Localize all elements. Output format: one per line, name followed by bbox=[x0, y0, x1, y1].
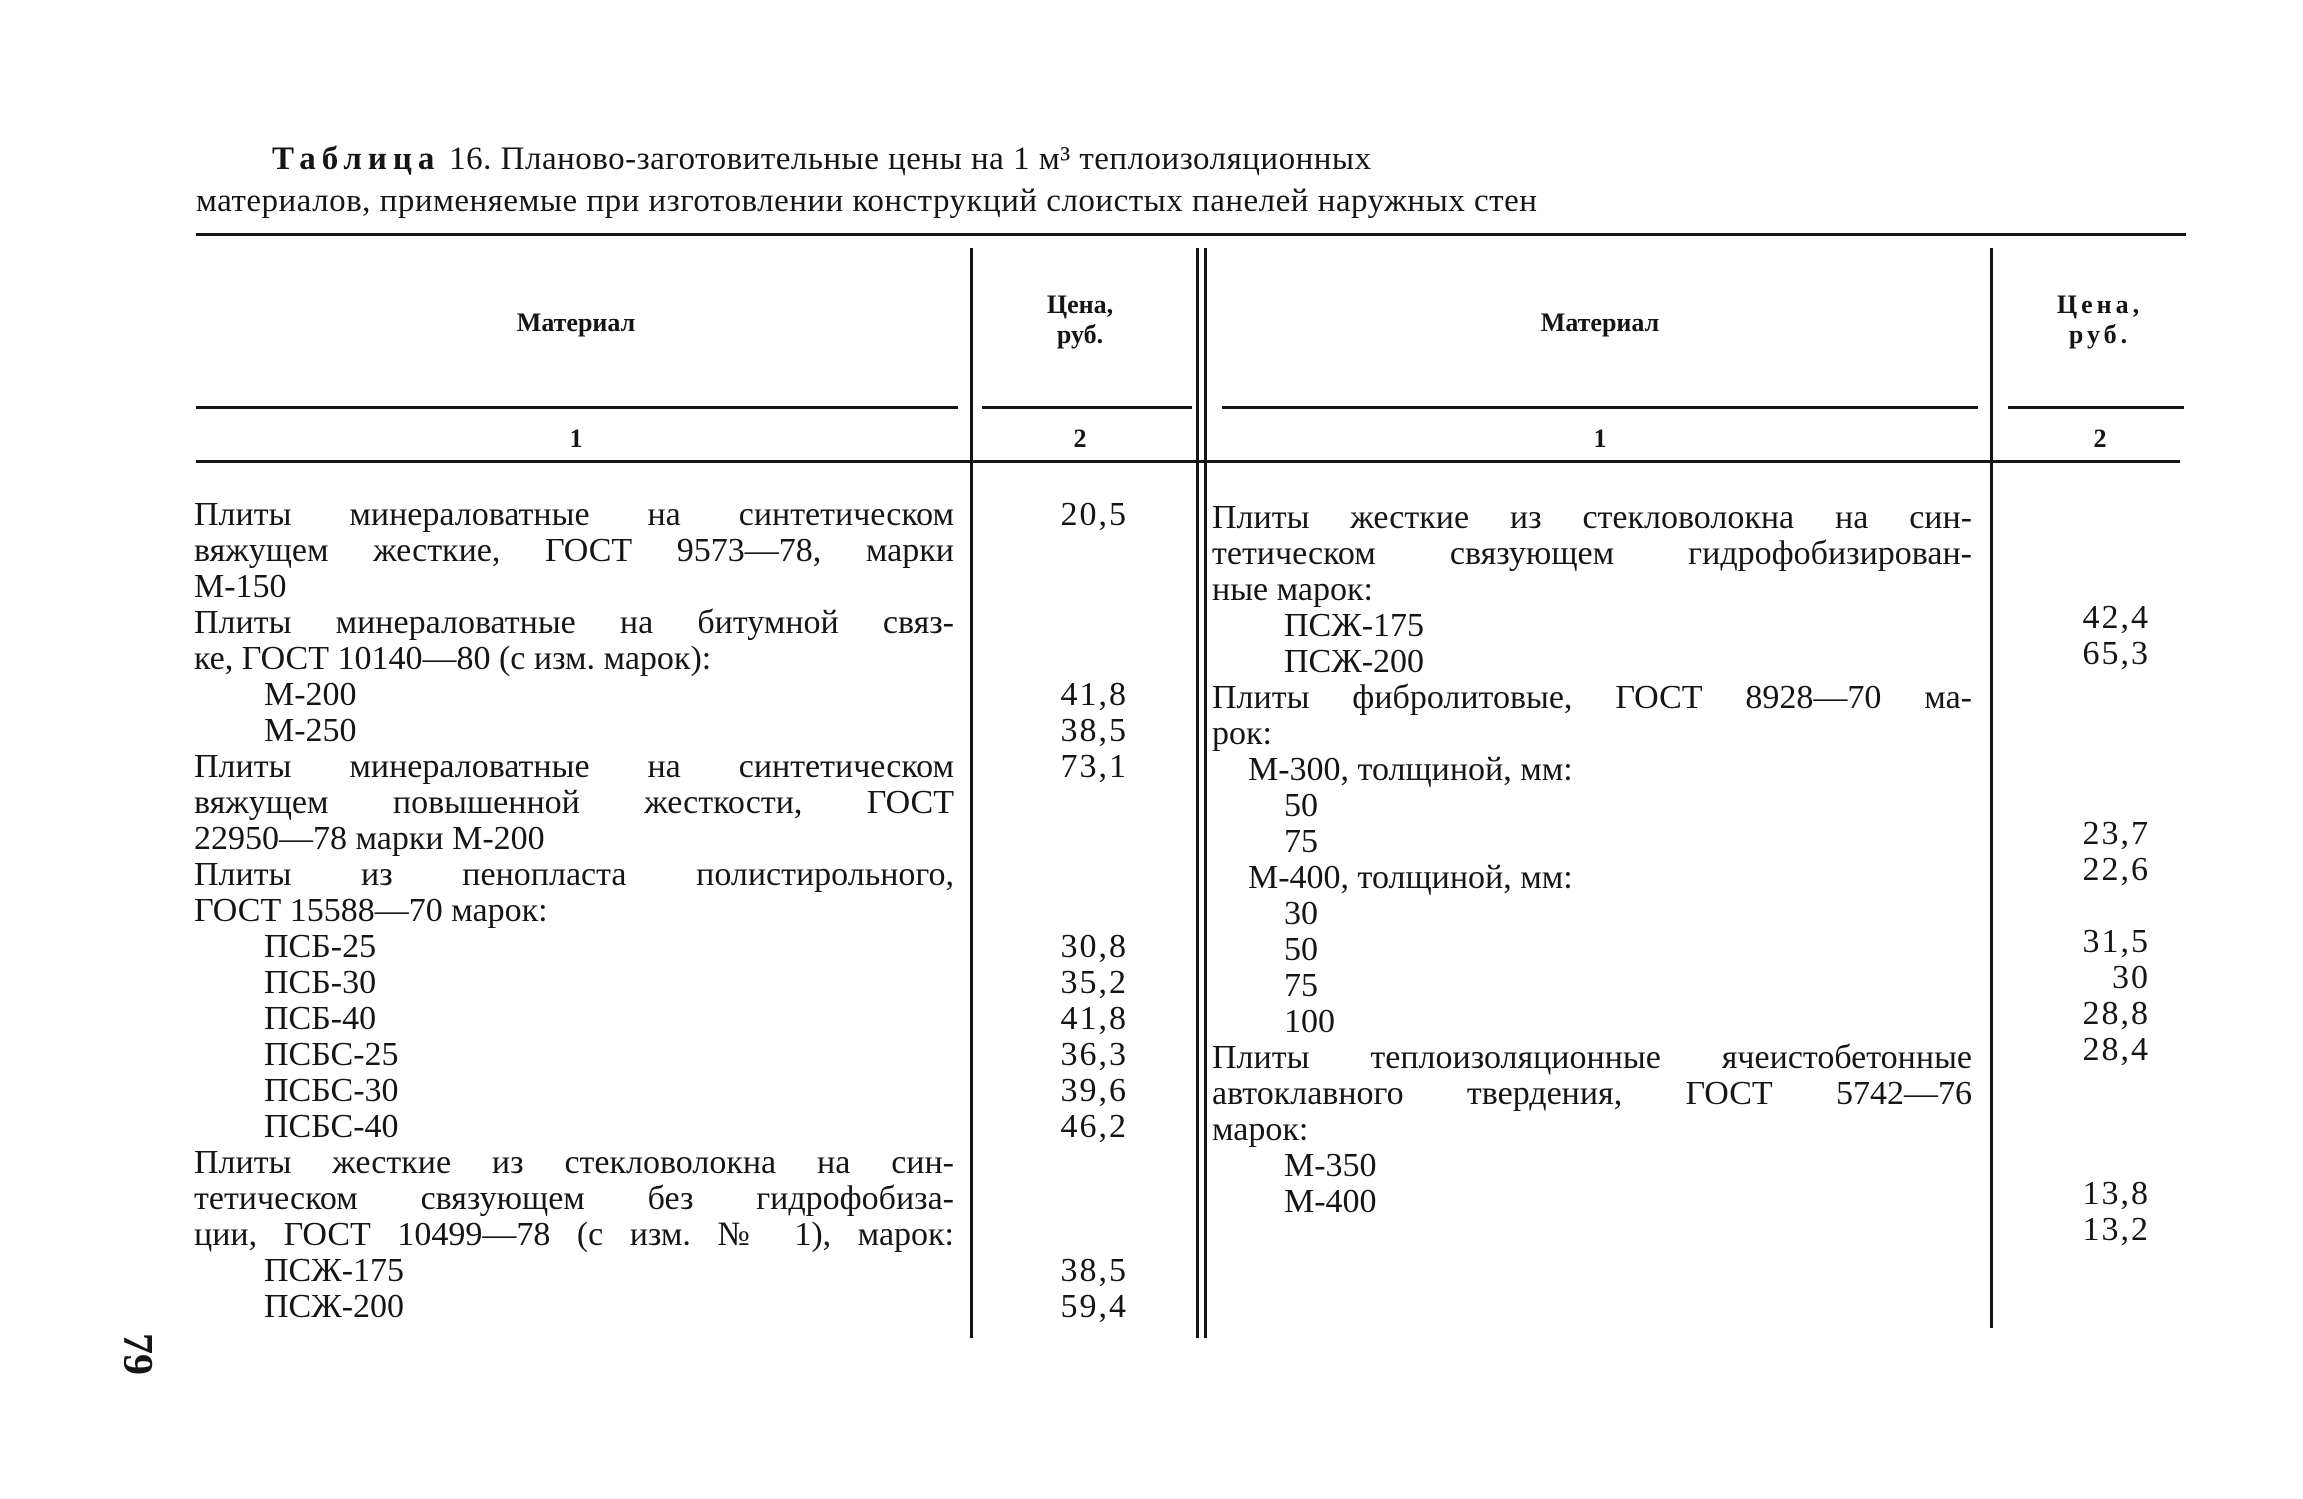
list-item: М-400 bbox=[1284, 1183, 1377, 1220]
price-cell bbox=[1000, 785, 1128, 821]
list-item: ке, ГОСТ 10140—80 (с изм. марок): bbox=[194, 640, 712, 677]
list-item: Плиты минераловатные на битумной связ- bbox=[194, 604, 954, 641]
list-item: Плиты фибролитовые, ГОСТ 8928—70 ма- bbox=[1212, 679, 1972, 716]
list-item: М-250 bbox=[264, 712, 357, 749]
price-cell bbox=[1000, 1217, 1128, 1253]
list-item: рок: bbox=[1212, 715, 1272, 752]
price-cell: 65,3 bbox=[2082, 635, 2150, 672]
list-item: 50 bbox=[1284, 931, 1318, 968]
price-cell bbox=[2020, 888, 2150, 924]
list-item: ПСБ-30 bbox=[264, 964, 377, 1001]
caption-table-label: Таблица bbox=[272, 141, 441, 177]
price-cell: 30 bbox=[2112, 959, 2150, 996]
caption-line-1 bbox=[196, 138, 2186, 180]
list-item: автоклавного твердения, ГОСТ 5742—76 bbox=[1212, 1075, 1972, 1112]
header-price-left bbox=[980, 290, 1180, 350]
price-cell bbox=[1000, 893, 1128, 929]
price-cell: 46,2 bbox=[1060, 1108, 1128, 1145]
price-cell bbox=[2020, 744, 2150, 780]
colnum-left-1: 1 bbox=[569, 424, 583, 453]
list-item: марок: bbox=[1212, 1111, 1309, 1148]
list-item: М-150 bbox=[194, 568, 287, 605]
list-item: М-200 bbox=[264, 676, 357, 713]
price-cell: 13,8 bbox=[2082, 1175, 2150, 1212]
vrule-left-price bbox=[970, 248, 973, 1338]
price-cell bbox=[1000, 857, 1128, 893]
colnum-right-2: 2 bbox=[2093, 424, 2107, 453]
list-item: Плиты минераловатные на синтетическом bbox=[194, 496, 954, 533]
price-cell: 36,3 bbox=[1060, 1036, 1128, 1073]
list-item: вяжущем повышенной жесткости, ГОСТ bbox=[194, 784, 954, 821]
header-material-left: Материал bbox=[516, 308, 636, 337]
header-underline-material-left bbox=[196, 406, 958, 409]
list-item: М-400, толщиной, мм: bbox=[1248, 859, 1573, 896]
table-top-rule bbox=[196, 233, 2186, 236]
header-material-right: Материал bbox=[1540, 308, 1660, 337]
price-cell: 42,4 bbox=[2082, 599, 2150, 636]
left-price-list bbox=[1000, 497, 1128, 1325]
price-cell: 59,4 bbox=[1060, 1288, 1128, 1325]
list-item: ПСБС-40 bbox=[264, 1108, 399, 1145]
price-cell: 41,8 bbox=[1060, 676, 1128, 713]
header-underline-price-right bbox=[2008, 406, 2184, 409]
list-item: 75 bbox=[1284, 967, 1318, 1004]
header-price-left-line1: Цена, bbox=[1046, 290, 1114, 319]
header-price-right-line2: руб. bbox=[2068, 320, 2132, 349]
price-cell: 13,2 bbox=[2082, 1211, 2150, 1248]
price-cell bbox=[2020, 780, 2150, 816]
list-item: М-350 bbox=[1284, 1147, 1377, 1184]
header-price-left-line2: руб. bbox=[1056, 320, 1104, 349]
caption-title-part-1: 16. Планово-заготовительные цены на 1 м³ теплоизоляционных bbox=[440, 141, 1372, 177]
list-item: 50 bbox=[1284, 787, 1318, 824]
price-cell: 30,8 bbox=[1060, 928, 1128, 965]
price-cell bbox=[2020, 1104, 2150, 1140]
price-cell bbox=[1000, 1145, 1128, 1181]
list-item: ные марок: bbox=[1212, 571, 1373, 608]
price-cell: 28,4 bbox=[2082, 1031, 2150, 1068]
list-item: Плиты жесткие из стекловолокна на син- bbox=[1212, 499, 1972, 536]
caption-line-2: материалов, применяемые при изготовлении конструкций слоистых панелей наружных стен bbox=[196, 183, 1538, 219]
header-price-right bbox=[2000, 290, 2200, 350]
price-cell: 38,5 bbox=[1060, 1252, 1128, 1289]
price-cell: 28,8 bbox=[2082, 995, 2150, 1032]
list-item: ПСЖ-200 bbox=[1284, 643, 1425, 680]
price-cell bbox=[1000, 1181, 1128, 1217]
list-item: Плиты теплоизоляционные ячеистобетонные bbox=[1212, 1039, 1972, 1076]
list-item: Плиты из пенопласта полистирольного, bbox=[194, 856, 954, 893]
price-cell: 20,5 bbox=[1060, 496, 1128, 533]
price-cell: 39,6 bbox=[1060, 1072, 1128, 1109]
price-cell bbox=[1000, 605, 1128, 641]
price-cell: 31,5 bbox=[2082, 923, 2150, 960]
list-item: ПСЖ-175 bbox=[1284, 607, 1425, 644]
left-material-list bbox=[194, 497, 954, 1325]
list-item: тетическом связующем без гидрофобиза- bbox=[194, 1180, 954, 1217]
vrule-right-price bbox=[1990, 248, 1993, 1328]
header-underline-price-left bbox=[982, 406, 1192, 409]
list-item: ПСЖ-175 bbox=[264, 1252, 405, 1289]
list-item: М-300, толщиной, мм: bbox=[1248, 751, 1573, 788]
table-caption bbox=[196, 138, 2186, 222]
price-cell bbox=[2020, 1140, 2150, 1176]
list-item: 100 bbox=[1284, 1003, 1335, 1040]
list-item: вяжущем жесткие, ГОСТ 9573—78, марки bbox=[194, 532, 954, 569]
list-item: ПСБ-40 bbox=[264, 1000, 377, 1037]
price-cell: 38,5 bbox=[1060, 712, 1128, 749]
price-cell bbox=[1000, 821, 1128, 857]
list-item: 75 bbox=[1284, 823, 1318, 860]
list-item: ции, ГОСТ 10499—78 (с изм. № 1), марок: bbox=[194, 1216, 954, 1253]
right-material-list bbox=[1212, 500, 1972, 1220]
price-cell bbox=[1000, 533, 1128, 569]
price-cell: 22,6 bbox=[2082, 851, 2150, 888]
colnum-right-1: 1 bbox=[1593, 424, 1607, 453]
right-price-list bbox=[2020, 600, 2150, 1248]
price-cell: 73,1 bbox=[1060, 748, 1128, 785]
header-price-right-line1: Цена, bbox=[2056, 290, 2144, 319]
price-cell bbox=[2020, 1068, 2150, 1104]
list-item: ПСБ-25 bbox=[264, 928, 377, 965]
list-item: тетическом связующем гидрофобизирован- bbox=[1212, 535, 1972, 572]
price-cell: 41,8 bbox=[1060, 1000, 1128, 1037]
page-number: 79 bbox=[114, 1333, 160, 1375]
price-cell: 23,7 bbox=[2082, 815, 2150, 852]
price-cell bbox=[1000, 569, 1128, 605]
header-underline-material-right bbox=[1222, 406, 1978, 409]
list-item: ПСЖ-200 bbox=[264, 1288, 405, 1325]
list-item: ПСБС-30 bbox=[264, 1072, 399, 1109]
price-cell bbox=[1000, 641, 1128, 677]
colnum-left-2: 2 bbox=[1073, 424, 1087, 453]
list-item: Плиты жесткие из стекловолокна на син- bbox=[194, 1144, 954, 1181]
list-item: ПСБС-25 bbox=[264, 1036, 399, 1073]
price-cell bbox=[2020, 672, 2150, 708]
price-cell bbox=[2020, 708, 2150, 744]
list-item: 22950—78 марки М-200 bbox=[194, 820, 545, 857]
list-item: ГОСТ 15588—70 марок: bbox=[194, 892, 548, 929]
list-item: 30 bbox=[1284, 895, 1318, 932]
column-number-underline bbox=[196, 460, 2180, 463]
vrule-center-a bbox=[1196, 248, 1199, 1338]
list-item: Плиты минераловатные на синтетическом bbox=[194, 748, 954, 785]
price-cell: 35,2 bbox=[1060, 964, 1128, 1001]
vrule-center-b bbox=[1204, 248, 1207, 1338]
